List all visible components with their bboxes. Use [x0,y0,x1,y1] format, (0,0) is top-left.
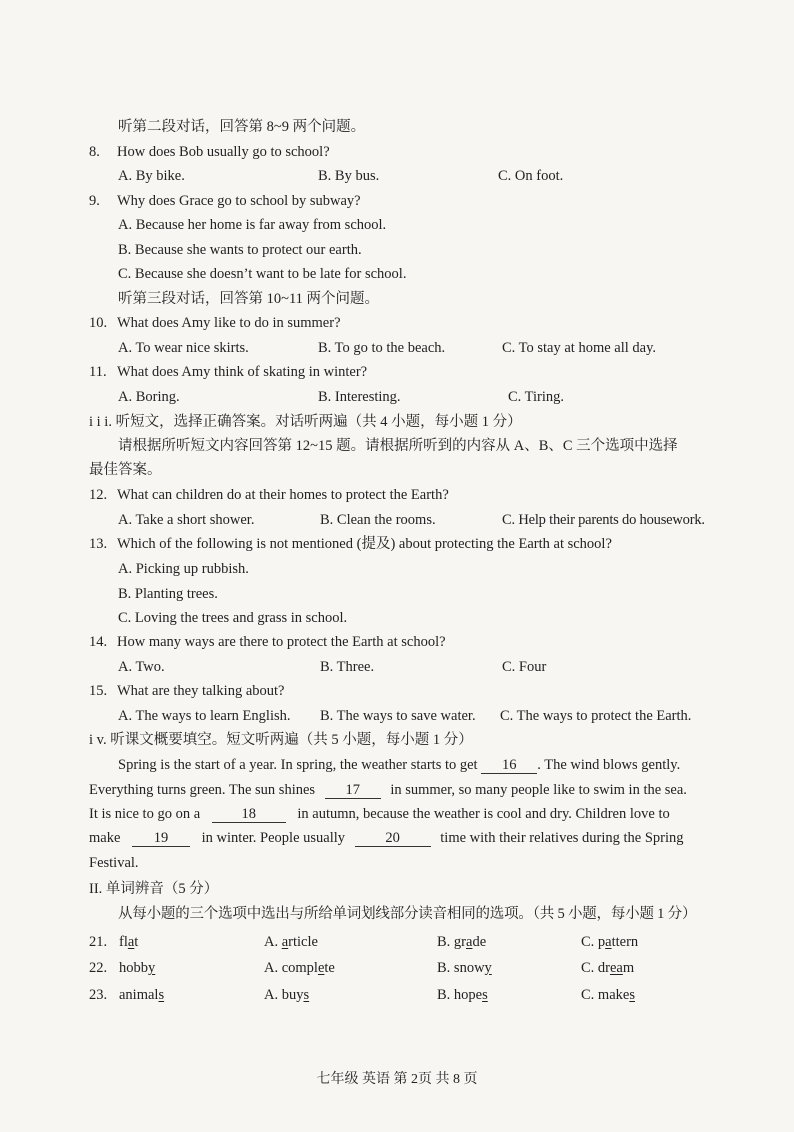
question-text: What does Amy think of skating in winter? [117,364,368,380]
section-intro-text: 听第三段对话，回答第 10~11 两个问题。 [118,291,380,307]
instruction-text: 最佳答案。 [89,462,162,478]
passage-text: in autumn, because the weather is cool and dry. Children love to [297,806,670,822]
section-intro-text: 听第二段对话，回答第 8~9 两个问题。 [118,119,366,135]
question-number: 9. [89,193,100,209]
option-c[interactable]: C. Because she doesn’t want to be late for school. [118,266,407,282]
passage-text: Festival. [89,855,139,871]
question-number: 23. [89,987,108,1003]
given-word: hobby [119,960,156,976]
option-a[interactable]: A. buys [264,987,310,1003]
instruction-text: 请根据所听短文内容回答第 12~15 题。请根据所听到的内容从 A、B、C 三个选项中选择 [118,438,678,454]
option-a[interactable]: A. Take a short shower. [118,512,255,528]
option-b[interactable]: B. By bus. [318,168,380,184]
option-a[interactable]: A. By bike. [118,168,185,184]
instruction-text: 从每小题的三个选项中选出与所给单词划线部分读音相同的选项。（共 5 小题，每小题 1 分） [118,906,697,922]
question-number: 14. [89,634,108,650]
question-number: 11. [89,364,107,380]
blank-18[interactable]: 18 [212,806,286,823]
blank-20[interactable]: 20 [355,830,431,847]
question-number: 15. [89,683,108,699]
option-c[interactable]: C. Four [502,659,547,675]
blank-16[interactable]: 16 [481,757,537,774]
question-text: How many ways are there to protect the Earth at school? [117,634,446,650]
given-word: flat [119,934,139,950]
option-b[interactable]: B. Interesting. [318,389,401,405]
option-b[interactable]: B. To go to the beach. [318,340,446,356]
passage-text: make [89,830,121,846]
passage-text: . The wind blows gently. [537,757,681,773]
option-a[interactable]: A. complete [264,960,335,976]
option-a[interactable]: A. Because her home is far away from school. [118,217,387,233]
option-c[interactable]: C. Help their parents do housework. [502,512,705,528]
option-b[interactable]: B. snowy [437,960,492,976]
option-b[interactable]: B. Three. [320,659,375,675]
passage-text: It is nice to go on a [89,806,201,822]
option-c[interactable]: C. The ways to protect the Earth. [500,708,692,724]
question-text: What can children do at their homes to protect the Earth? [117,487,449,503]
passage-text: in winter. People usually [201,830,346,846]
option-c[interactable]: C. dream [581,960,635,976]
section-heading: II. 单词辨音（5 分） [89,881,219,897]
question-text: Why does Grace go to school by subway? [117,193,361,209]
question-number: 21. [89,934,108,950]
question-number: 22. [89,960,108,976]
option-a[interactable]: A. Two. [118,659,165,675]
given-word: animals [119,987,165,1003]
passage-text: Spring is the start of a year. In spring, the weather starts to get [118,757,478,773]
question-number: 8. [89,144,100,160]
option-c[interactable]: C. Loving the trees and grass in school. [118,610,348,626]
page-footer: 七年级 英语 第 2页 共 8 页 [316,1072,478,1087]
question-number: 12. [89,487,108,503]
question-text: How does Bob usually go to school? [117,144,330,160]
option-c[interactable]: C. Tiring. [508,389,565,405]
option-a[interactable]: A. article [264,934,318,950]
option-b[interactable]: B. Because she wants to protect our earth. [118,242,362,258]
option-c[interactable]: C. To stay at home all day. [502,340,657,356]
question-text: What are they talking about? [117,683,285,699]
blank-17[interactable]: 17 [325,782,381,799]
passage-text: time with their relatives during the Spring [440,830,684,846]
option-a[interactable]: A. To wear nice skirts. [118,340,249,356]
option-a[interactable]: A. Picking up rubbish. [118,561,249,577]
question-text: Which of the following is not mentioned (提及) about protecting the Earth at school? [117,536,612,552]
blank-19[interactable]: 19 [132,830,190,847]
option-b[interactable]: B. Clean the rooms. [320,512,436,528]
passage-text: in summer, so many people like to swim in the sea. [390,782,687,798]
option-b[interactable]: B. grade [437,934,487,950]
question-text: What does Amy like to do in summer? [117,315,341,331]
section-heading: i v. 听课文概要填空。短文听两遍（共 5 小题，每小题 1 分） [89,732,473,748]
option-b[interactable]: B. The ways to save water. [320,708,476,724]
option-c[interactable]: C. On foot. [498,168,564,184]
section-heading: i i i. 听短文，选择正确答案。对话听两遍（共 4 小题，每小题 1 分） [89,414,522,430]
passage-text: Everything turns green. The sun shines [89,782,316,798]
question-number: 13. [89,536,108,552]
question-number: 10. [89,315,108,331]
option-b[interactable]: B. Planting trees. [118,586,218,602]
option-a[interactable]: A. Boring. [118,389,180,405]
option-c[interactable]: C. makes [581,987,635,1003]
option-c[interactable]: C. pattern [581,934,639,950]
option-b[interactable]: B. hopes [437,987,488,1003]
option-a[interactable]: A. The ways to learn English. [118,708,291,724]
